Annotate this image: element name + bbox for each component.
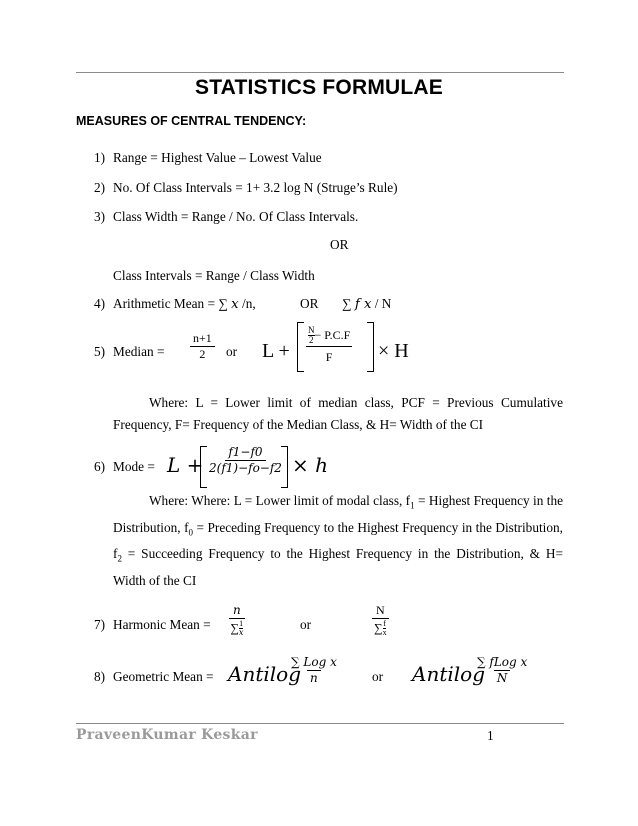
geometric-mean-label: Geometric Mean = [113,669,214,684]
or-text: or [226,344,238,359]
gm-denominator: n [307,670,321,685]
gm-numerator: ∑ Log x [291,655,337,669]
mode-L: L + [167,453,204,477]
subscript: 0 [188,527,194,538]
class-width-formula: Class Width = Range / No. Of Class Intervals. [113,209,359,224]
median-numerator: n+1 [190,332,215,347]
item-number: 3) [94,209,106,224]
item-number: 8) [94,669,106,684]
section-heading: MEASURES OF CENTRAL TENDENCY: [76,114,307,128]
item-number: 7) [94,617,106,632]
median-times-H: × H [378,340,409,362]
am-fx: f x [354,297,372,312]
mode-where-part: Where: Where: L = Lower limit of modal class, f [149,493,411,508]
am-label: Arithmetic Mean = ∑ [113,296,228,311]
median-bracket-numerator [306,326,352,347]
or-text: or [372,669,384,684]
mode-label: Mode = [113,459,155,474]
class-intervals-formula: No. Of Class Intervals = 1+ 3.2 log N (Struge’s Rule) [113,180,398,195]
or-text: or [300,617,312,632]
median-bracket-fraction [306,326,352,365]
median-label: Median = [113,344,165,359]
f-over-x-bottom: x [382,628,387,638]
hm-alt-denominator [374,619,387,637]
one-over-x [239,620,244,637]
hm-denominator [230,619,243,637]
am-N: / N [371,296,392,311]
range-formula: Range = Highest Value – Lowest Value [113,150,322,165]
right-bracket [281,446,288,488]
mode-fraction [206,446,285,475]
am-alt-formula [342,296,391,312]
left-bracket [297,322,304,372]
mode-numerator: f1−f0 [225,446,265,461]
mode-where-part: = Highest Frequency in the Distribution, f [113,493,563,535]
f-over-x-top: f [383,619,386,629]
or-text: OR [330,237,349,252]
hm-alt-sum: ∑ [374,621,383,636]
one-over-x-bottom: x [238,628,244,638]
am-n: /n, [238,296,256,311]
mode-where-paragraph [113,490,563,592]
right-bracket [367,322,374,372]
hm-sum: ∑ [230,621,239,636]
gm-alt-fraction [474,656,530,685]
item-number: 5) [94,344,106,359]
item-number: 1) [94,150,106,165]
one-over-x-top: 1 [239,619,244,629]
gm-fraction [288,656,340,685]
n-over-2-bottom: 2 [309,335,314,345]
top-rule [76,72,564,73]
subscript: 1 [410,500,415,511]
mode-denominator: 2(f1)−fo−f2 [209,461,282,476]
gm-antilog: Antilog [228,662,301,686]
item-number: 6) [94,459,106,474]
median-where-paragraph: Where: L = Lower limit of median class, PCF = Previous Cumulative Frequency, F= Frequency of the Median Class, & H= Width of the CI [113,395,563,432]
harmonic-mean-label: Harmonic Mean = [113,617,211,632]
hm-numerator: n [229,604,245,619]
am-sum: ∑ [342,296,352,311]
item-number: 4) [94,296,106,311]
median-denominator: 2 [199,347,206,362]
hm-alt-numerator: N [372,604,389,619]
median-L: L + [262,340,290,362]
item-number: 2) [94,180,106,195]
class-intervals-alt: Class Intervals = Range / Class Width [113,268,315,283]
mode-where-part: = Preceding Frequency to the Highest Frequency in the Distribution, f [113,519,563,562]
n-over-2-top: N [308,325,315,335]
mode-where-part: = Succeeding Frequency to the Highest Frequency in the Distribution, & H= Width of the CI [113,546,563,588]
median-bracket-denominator: F [325,350,333,364]
subscript: 2 [117,553,122,564]
gm-antilog-alt: Antilog [412,662,485,686]
page-title: STATISTICS FORMULAE [194,76,443,99]
footer-author: PraveenKumar Keskar [76,727,258,743]
hm-fraction [229,604,245,637]
page-number: 1 [487,728,494,743]
f-over-x [383,620,387,637]
am-x: x [231,297,239,312]
or-text: OR [300,296,319,311]
footer-rule [76,723,564,724]
arithmetic-mean-formula [113,296,256,312]
median-fraction [190,332,215,361]
hm-alt-fraction [372,604,389,637]
median-where-text [113,392,563,436]
minus-pcf: − P.C.F [314,328,351,342]
mode-times-h: × h [292,453,328,477]
gm-alt-numerator: ∑ fLog x [477,655,528,669]
mode-where-text [113,490,563,592]
gm-alt-denominator: N [494,670,511,685]
